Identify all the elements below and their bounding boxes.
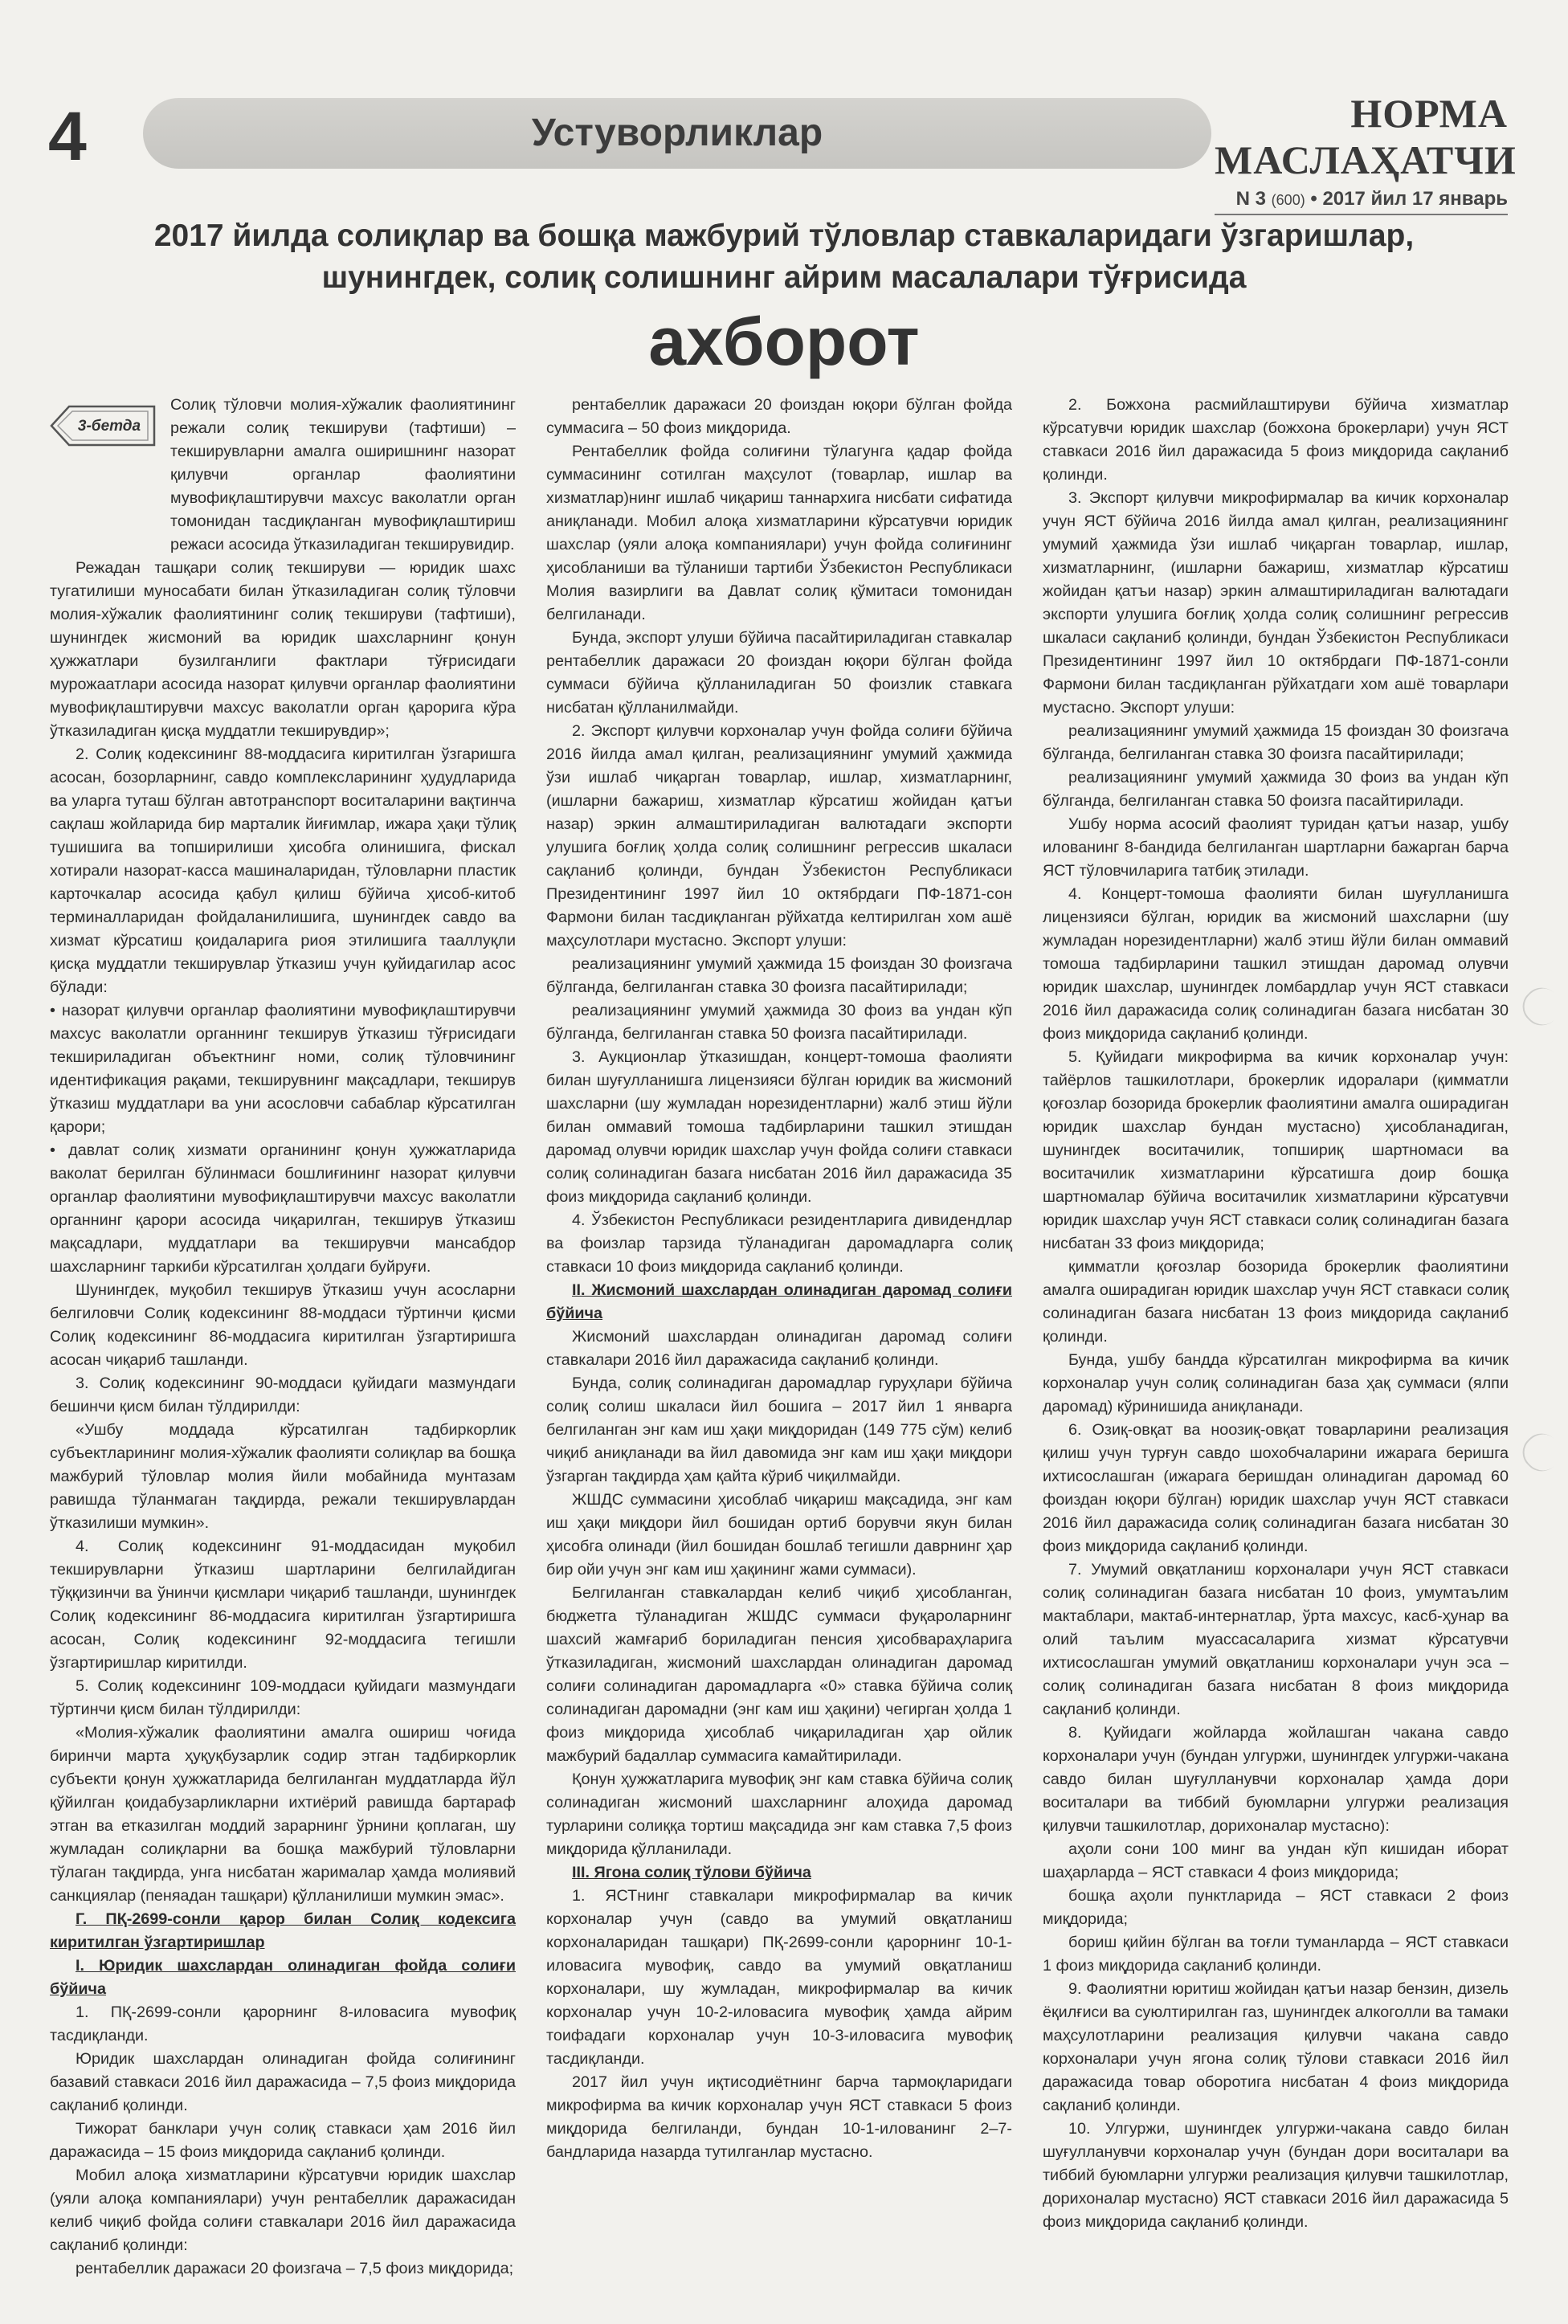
issue-sub: (600) (1271, 192, 1305, 208)
paragraph: аҳоли сони 100 минг ва ундан кўп кишидан иборат шаҳарларда – ЯСТ ставкаси 4 фоиз миқдорида; (1043, 1840, 1509, 1881)
section-title: Устуворликлар (531, 112, 823, 154)
paragraph: 9. Фаолиятни юритиш жойидан қатъи назар бензин, дизель ёқилғиси ва суюлтирилган газ, шунингдек алкоголли ва тамаки маҳсулотларини реализация қилувчи чакана савдо корхоналари учун ягона солиқ тўлови ставкаси 2016 йил даражасида товар оборотига нисбатан 4 фоиз миқдорида сақланиб қолинди. (1043, 1980, 1509, 2114)
continued-from-label: 3-бетда (77, 418, 141, 435)
paragraph: рентабеллик даражаси 20 фоиздан юқори бўлган фойда суммасига – 50 фоиз миқдорида. (546, 396, 1012, 437)
paragraph: бориш қийин бўлган ва тоғли туманларда – ЯСТ ставкаси 1 фоиз миқдорида сақланиб қолинди. (1043, 1934, 1509, 1975)
paragraph: реализациянинг умумий ҳажмида 15 фоиздан 30 фоизгача бўлганда, белгиланган ставка 30 фоизга пасайтирилади; (1043, 722, 1509, 763)
binder-punch-hole (1515, 980, 1567, 1032)
subsection-heading: Г. ПҚ-2699-сонли қарор билан Солиқ кодексига киритилган ўзгартиришлар (50, 1910, 516, 1951)
binder-punch-hole (1515, 1426, 1567, 1478)
paragraph: Бунда, солиқ солинадиган даромадлар гуруҳлари бўйича солиқ солиш шкаласи йил бошига – 2017 йил 1 январга белгиланган энг кам иш ҳақи миқдоридан (149 775 сўм) келиб чиқиб аниқланади ва йил давомида энг кам иш ҳақи миқдори ўзгарган тақдирда ҳам қайта кўриб чиқилмайди. (546, 1374, 1012, 1485)
paragraph: «Ушбу моддада кўрсатилган тадбиркорлик субъектларининг молия-хўжалик фаолияти солиқлар ва бошқа мажбурий тўловлар молия йили мобайнида мунтазам равишда тўланмаган тақдирда, режали текширувлардан ўтказилиши мумкин». (50, 1421, 516, 1532)
paragraph: 6. Озиқ-овқат ва ноозиқ-овқат товарларини реализация қилиш учун турғун савдо шохобчаларини ижарага беришга ихтисослашган (ижарага беришдан олинадиган даромад 60 фоиздан юқори бўлган) юридик шахслар учун ЯСТ ставкаси 2016 йил даражасида солиқ солинадиган базага нисбатан 30 фоиз миқдорида сақланиб қолинди. (1043, 1421, 1509, 1555)
paragraph: 4. Солиқ кодексининг 91-моддасидан муқобил текширувларни ўтказиш шартларини белгилайдиган тўққизинчи ва ўнинчи қисмлари чиқариб ташланди, шунингдек Солиқ кодексининг 86-моддасига киритилган ўзгартиришга асосан, Солиқ кодексининг 92-моддасига тегишли ўзгартиришлар киритилди. (50, 1538, 516, 1672)
paragraph: 5. Қуйидаги микрофирма ва кичик корхоналар учун: тайёрлов ташкилотлари, брокерлик идоралари (қимматли қоғозлар бозорида брокерлик фаолиятини амалга оширадиган юридик шахслар бундан мустасно) ҳисобланадиган, шунингдек воситачилик, топшириқ шартномаси ва воситачилик хизматларини кўрсатишга доир бошқа шартномалар бўйича воситачилик хизматларини кўрсатувчи юридик шахслар учун ЯСТ ставкаси солиқ солинадиган базага нисбатан 33 фоиз миқдорида; (1043, 1048, 1509, 1252)
text-column-1 (50, 394, 516, 2277)
bullet-item: • давлат солиқ хизмати органининг қонун ҳужжатларида ваколат берилган бўлинмаси бошлиғининг назорат қилувчи органлар фаолиятини мувофиқлаштирувчи махсус ваколатли органнинг қарори асосида чиқарилган, текширув ўтказиш мақсадлари, муддатлари ва текширувчи мансабдор шахсларнинг таркиби кўрсатилган ҳолдаги буйруғи. (50, 1142, 516, 1276)
paragraph: 4. Ўзбекистон Республикаси резидентларига дивидендлар ва фоизлар тарзида тўланадиган даромадларга солиқ ставкаси 10 фоиз миқдорида сақланиб қолинди. (546, 1211, 1012, 1276)
paragraph: 2. Божхона расмийлаштируви бўйича хизматлар кўрсатувчи юридик шахслар (божхона брокерлари) учун ЯСТ ставкаси 2016 йил даражасида 5 фоиз миқдорида сақланиб қолинди. (1043, 396, 1509, 484)
paragraph: 3. Аукционлар ўтказишдан, концерт-томоша фаолияти билан шуғулланишга лицензияси бўлган юридик ва жисмоний шахсларни (шу жумладан норезидентларни) жалб этиш йўли билан оммавий томоша тадбирларини ташкил этишдан даромад олувчи юридик шахслар учун фойда солиғи ставкаси солиқ солинадиган базага нисбатан 2016 йил даражасида 35 фоиз миқдорида сақланиб қолинди. (546, 1048, 1012, 1206)
paragraph: Рентабеллик фойда солиғини тўлагунга қадар фойда суммасининг сотилган маҳсулот (товарлар, ишлар ва хизматлар)нинг ишлаб чиқариш таннархига нисбати сифатида аниқланади. Мобил алоқа хизматларини кўрсатувчи юридик шахслар (уяли алоқа компаниялари) учун фойда солиғининг ҳисобланиши ва тўланиши тартиби Ўзбекистон Республикаси Молия вазирлиги ва Давлат солиқ қўмитаси томонидан белгиланади. (546, 443, 1012, 623)
section-header-bar (143, 98, 1211, 169)
subsection-heading: I. Юридик шахслардан олинадиган фойда солиғи бўйича (50, 1957, 516, 1998)
paragraph: 8. Қуйидаги жойларда жойлашган чакана савдо корхоналари учун (бундан улгуржи, шунингдек улгуржи-чакана савдо билан шуғулланувчи корхоналар ҳамда дори воситалари ва тиббий буюмларни улгуржи реализация қилувчи ташкилотлар, дорихоналар мустасно): (1043, 1724, 1509, 1835)
paragraph: Шунингдек, муқобил текширув ўтказиш учун асосларни белгиловчи Солиқ кодексининг 88-моддаси тўртинчи қисми Солиқ кодексининг 86-моддасига киритилган ўзгартиришга асосан чиқариб ташланди. (50, 1281, 516, 1369)
paragraph: реализациянинг умумий ҳажмида 30 фоиз ва ундан кўп бўлганда, белгиланган ставка 50 фоизга пасайтирилади. (1043, 769, 1509, 810)
paragraph: рентабеллик даражаси 20 фоизгача – 7,5 фоиз миқдорида; (76, 2260, 514, 2277)
paragraph: Жисмоний шахслардан олинадиган даромад солиғи ставкалари 2016 йил даражасида сақланиб қолинди. (546, 1328, 1012, 1369)
paragraph: 7. Умумий овқатланиш корхоналари учун ЯСТ ставкаси солиқ солинадиган базага нисбатан 10 фоиз, умумтаълим мактаблари, мактаб-интернатлар, ўрта махсус, касб-ҳунар ва олий таълим муассасаларига хизмат кўрсатувчи ихтисослашган умумий овқатланиш корхоналари учун эса – солиқ солинадиган базага нисбатан 8 фоиз миқдорида сақланиб қолинди. (1043, 1561, 1509, 1718)
article-headline (80, 215, 1488, 299)
paragraph: Бунда, ушбу бандда кўрсатилган микрофирма ва кичик корхоналар учун солиқ солинадиган база ҳақ суммаси (ялпи даромад) кўринишида аниқланади. (1043, 1351, 1509, 1415)
paragraph: 4. Концерт-томоша фаолияти билан шуғулланишга лицензияси бўлган, юридик ва жисмоний шахсларни (шу жумладан норезидентларни) жалб этиш йўли билан оммавий томоша тадбирларини ташкил этишдан даромад олувчи юридик шахслар, шунингдек ломбардлар учун ЯСТ ставкаси 2016 йил даражасида солиқ солинадиган базага нисбатан 30 фоиз миқдорида сақланиб қолинди. (1043, 885, 1509, 1043)
paragraph: «Молия-хўжалик фаолиятини амалга ошириш чоғида биринчи марта ҳуқуқбузарлик содир этган тадбиркорлик субъекти қонун ҳужжатларида белгиланган муддатларда йўл қўйилган қоидабузарликларни ихтиёрий равишда бартараф этган ва етказилган моддий зарарнинг ўрнини қоплаган, шу жумладан солиқларни ва бошқа мажбурий тўловларни тўлаган тақдирда, унга нисбатан жарималар ҳамда молиявий санкциялар (пеняадан ташқари) қўлланилиши мумкин эмас». (50, 1724, 516, 1905)
subsection-heading: III. Ягона солиқ тўлови бўйича (572, 1864, 811, 1881)
subsection-heading: II. Жисмоний шахслардан олинадиган даромад солиғи бўйича (546, 1281, 1012, 1322)
paragraph: Белгиланган ставкалардан келиб чиқиб ҳисобланган, бюджетга тўланадиган ЖШДС суммаси фуқароларнинг шахсий жамғариб бориладиган пенсия ҳисобвараҳларига ўтказиладиган, жисмоний шахслардан олинадиган даромад солиғи солинадиган даромадларга «0» ставка бўйича солиқ солинадиган даромадни (энг кам иш ҳақини) чегирган ҳолда 1 фоиз миқдорида ҳисоблаб чиқариладиган ҳар ойлик мажбурий бадаллар суммасига камайтирилади. (546, 1584, 1012, 1765)
paragraph: Бунда, экспорт улуши бўйича пасайтириладиган ставкалар рентабеллик даражаси 20 фоиздан юқори бўлган фойда суммаси бўйича қўлланиладиган 50 фоизлик ставкага нисбатан қўлланилмайди. (546, 629, 1012, 717)
issue-info (1215, 188, 1508, 210)
issue-date: • 2017 йил 17 январь (1310, 188, 1508, 210)
masthead (1215, 90, 1517, 215)
paragraph: 2017 йил учун иқтисодиётнинг барча тармоқларидаги микрофирма ва кичик корхоналар учун ЯСТ ставкаси 5 фоиз миқдорида белгиланди, бундан 10-1-илованинг 2–7-бандларида назарда тутилганлар мустасно. (546, 2073, 1012, 2161)
paragraph: реализациянинг умумий ҳажмида 15 фоиздан 30 фоизгача бўлганда, белгиланган ставка 30 фоизга пасайтирилади; (546, 955, 1012, 996)
paragraph: бошқа аҳоли пунктларида – ЯСТ ставкаси 2 фоиз миқдорида; (1043, 1887, 1509, 1928)
text-column-2 (546, 394, 1012, 2265)
article-kicker: ахборот (648, 304, 920, 379)
paragraph: 3. Экспорт қилувчи микрофирмалар ва кичик корхоналар учун ЯСТ бўйича 2016 йилда амал қилган, реализациянинг умумий ҳажмида ўзи ишлаб чиқарган товарлар, ишлар, хизматларнинг, (ишларни бажариш, хизматлар кўрсатиш жойидан қатъи назар) эркин алмаштириладиган валютадаги экспорти улушига боғлиқ ҳолда солиқ солишнинг регрессив шкаласи сақланиб қолинди, бундан Ўзбекистон Республикаси Президентининг 1997 йил 10 октябрдаги ПФ-1871-сонли Фармони билан тасдиқланган рўйхатдаги хом ашё товарлари мустасно. Экспорт улуши: (1043, 489, 1509, 717)
paragraph: 1. ПҚ-2699-сонли қарорнинг 8-иловасига мувофиқ тасдиқланди. (50, 2003, 516, 2044)
paragraph: Ушбу норма асосий фаолият туридан қатъи назар, ушбу илованинг 8-бандида белгиланган шартларни бажарган барча ЯСТ тўловчиларига татбиқ этилади. (1043, 815, 1509, 880)
paragraph: қимматли қоғозлар бозорида брокерлик фаолиятини амалга оширадиган юридик шахслар учун ЯСТ ставкаси солиқ солинадиган базага нисбатан 13 фоиз миқдорида сақланиб қолинди. (1043, 1258, 1509, 1346)
paragraph: реализациянинг умумий ҳажмида 30 фоиз ва ундан кўп бўлганда, белгиланган ставка 50 фоизга пасайтирилади. (546, 1002, 1012, 1043)
paragraph: 1. ЯСТнинг ставкалари микрофирмалар ва кичик корхоналар учун (савдо ва умумий овқатланиш корхоналаридан ташқари) ПҚ-2699-сонли қарорнинг 10-1-иловасига мувофиқ, савдо ва умумий овқатланиш корхоналари, шу жумладан, микрофирмалар ва кичик корхоналар учун 10-2-иловасига мувофиқ ҳамда айрим тоифадаги корхоналар учун 10-3-иловасига мувофиқ тасдиқланди. (546, 1887, 1012, 2068)
paragraph: Қонун ҳужжатларига мувофиқ энг кам ставка бўйича солиқ солинадиган жисмоний шахсларнинг алоҳида даромад турларини солиққа тортиш мақсадида энг кам ставка 7,5 фоиз миқдорида қўлланилади. (546, 1771, 1012, 1858)
paragraph: Мобил алоқа хизматларини кўрсатувчи юридик шахслар (уяли алоқа компаниялари) учун рентабеллик даражасидан келиб чиқиб фойда солиғи ставкалари 2016 йил даражасида сақланиб қолинди: (50, 2167, 516, 2254)
headline-line-2: шунингдек, солиқ солишнинг айрим масалалари тўғрисида (321, 260, 1247, 295)
paragraph: 10. Улгуржи, шунингдек улгуржи-чакана савдо билан шуғулланувчи корхоналар учун (бундан дори воситалари ва тиббий буюмларни улгуржи реализация қилувчи ташкилотлар, дорихоналар мустасно) ЯСТ ставкаси 2016 йил даражасида 5 фоиз миқдорида сақланиб қолинди. (1043, 2120, 1509, 2231)
newspaper-name: НОРМА МАСЛАҲАТЧИ (1215, 91, 1517, 182)
paragraph: 5. Солиқ кодексининг 109-моддаси қуйидаги мазмундаги тўртинчи қисм билан тўлдирилди: (50, 1677, 516, 1718)
issue-number: N 3 (1235, 188, 1266, 210)
paragraph: Юридик шахслардан олинадиган фойда солиғининг базавий ставкаси 2016 йил даражасида – 7,5 фоиз миқдорида сақланиб қолинди. (50, 2050, 516, 2114)
paragraph: 2. Экспорт қилувчи корхоналар учун фойда солиғи бўйича 2016 йилда амал қилган, реализациянинг умумий ҳажмида ўзи ишлаб чиқарган товарлар, ишлар, хизматларнинг, (ишларни бажариш, хизматлар кўрсатиш жойидан қатъи назар) эркин алмаштириладиган валютадаги экспорти улушига боғлиқ ҳолда солиқ солишнинг регрессив шкаласи сақланиб қолинди, бундан Ўзбекистон Республикаси Президентининг 1997 йил 10 октябрдаги ПФ-1871-сон Фармони билан тасдиқланган рўйхатда келтирилган хом ашё маҳсулотлари мустасно. Экспорт улуши: (546, 722, 1012, 950)
bullet-item: • назорат қилувчи органлар фаолиятини мувофиқлаштирувчи махсус ваколатли органнинг текширув ўтказиш тўғрисидаги текшириладиган объектнинг номи, солиқ тўловчининг идентификация рақами, текширувнинг мақсадлари, текширув ўтказиш муддатлари ва уни асословчи сабаблар кўрсатилган қарори; (50, 1002, 516, 1136)
page-number: 4 (48, 98, 87, 175)
headline-line-1: 2017 йилда солиқлар ва бошқа мажбурий тўловлар ставкаларидаги ўзгаришлар, (153, 219, 1415, 253)
paragraph: 3. Солиқ кодексининг 90-моддаси қуйидаги мазмундаги бешинчи қисм билан тўлдирилди: (50, 1374, 516, 1415)
text-column-3 (1043, 394, 1509, 2265)
paragraph: 2. Солиқ кодексининг 88-моддасига киритилган ўзгаришга асосан, бозорларнинг, савдо комплексларининг ҳудудларида ва уларга туташ бўлган автотранспорт воситаларини вақтинча сақлаш жойларида бир марталик йиғимлар, ижара ҳақи тўлиқ тушишига ва топширилиши ҳисобга олинишига, фискал хотирали назорат-касса машиналаридан, тўловларни пластик карточкалар асосида қабул қилиш бўйича ҳисоб-китоб терминалларидан фойдаланилишига, шунингдек савдо ва хизмат кўрсатиш қоидаларига риоя этилишига тааллуқли қисқа муддатли текширувлар ўтказиш учун қуйидагилар асос бўлади: (50, 745, 516, 996)
paragraph: ЖШДС суммасини ҳисоблаб чиқариш мақсадида, энг кам иш ҳақи миқдори йил бошидан ортиб борувчи якун билан ҳисобга олинади (йил бошидан бошлаб тегишли даврнинг ҳар бир ойи учун энг кам иш ҳақининг жами суммаси). (546, 1491, 1012, 1579)
paragraph: Режадан ташқари солиқ текшируви — юридик шахс тугатилиши муносабати билан ўтказиладиган солиқ тўловчи молия-хўжалик фаолиятининг солиқ текшируви (тафтиши), шунингдек жисмоний ва юридик шахсларнинг қонун ҳужжатлари бузилганлиги фактлари тўғрисидаги мурожаатлари асосида назорат қилувчи органлар фаолиятини мувофиқлаштирувчи махсус ваколатли орган қарорига кўра ўтказиладиган қисқа муддатли текширувдир»; (50, 559, 516, 740)
paragraph: Тижорат банклари учун солиқ ставкаси ҳам 2016 йил даражасида – 15 фоиз миқдорида сақланиб қолинди. (50, 2120, 516, 2161)
paragraph: Солиқ тўловчи молия-хўжалик фаолиятининг режали солиқ текшируви (тафтиши) – текширувларни амалга оширишнинг назорат қилувчи органлар фаолиятини мувофиқлаштирувчи махсус ваколатли орган томонидан тасдиқланган мувофиқлаштириш режаси асосида ўтказиладиган текширувидир. (170, 396, 516, 553)
